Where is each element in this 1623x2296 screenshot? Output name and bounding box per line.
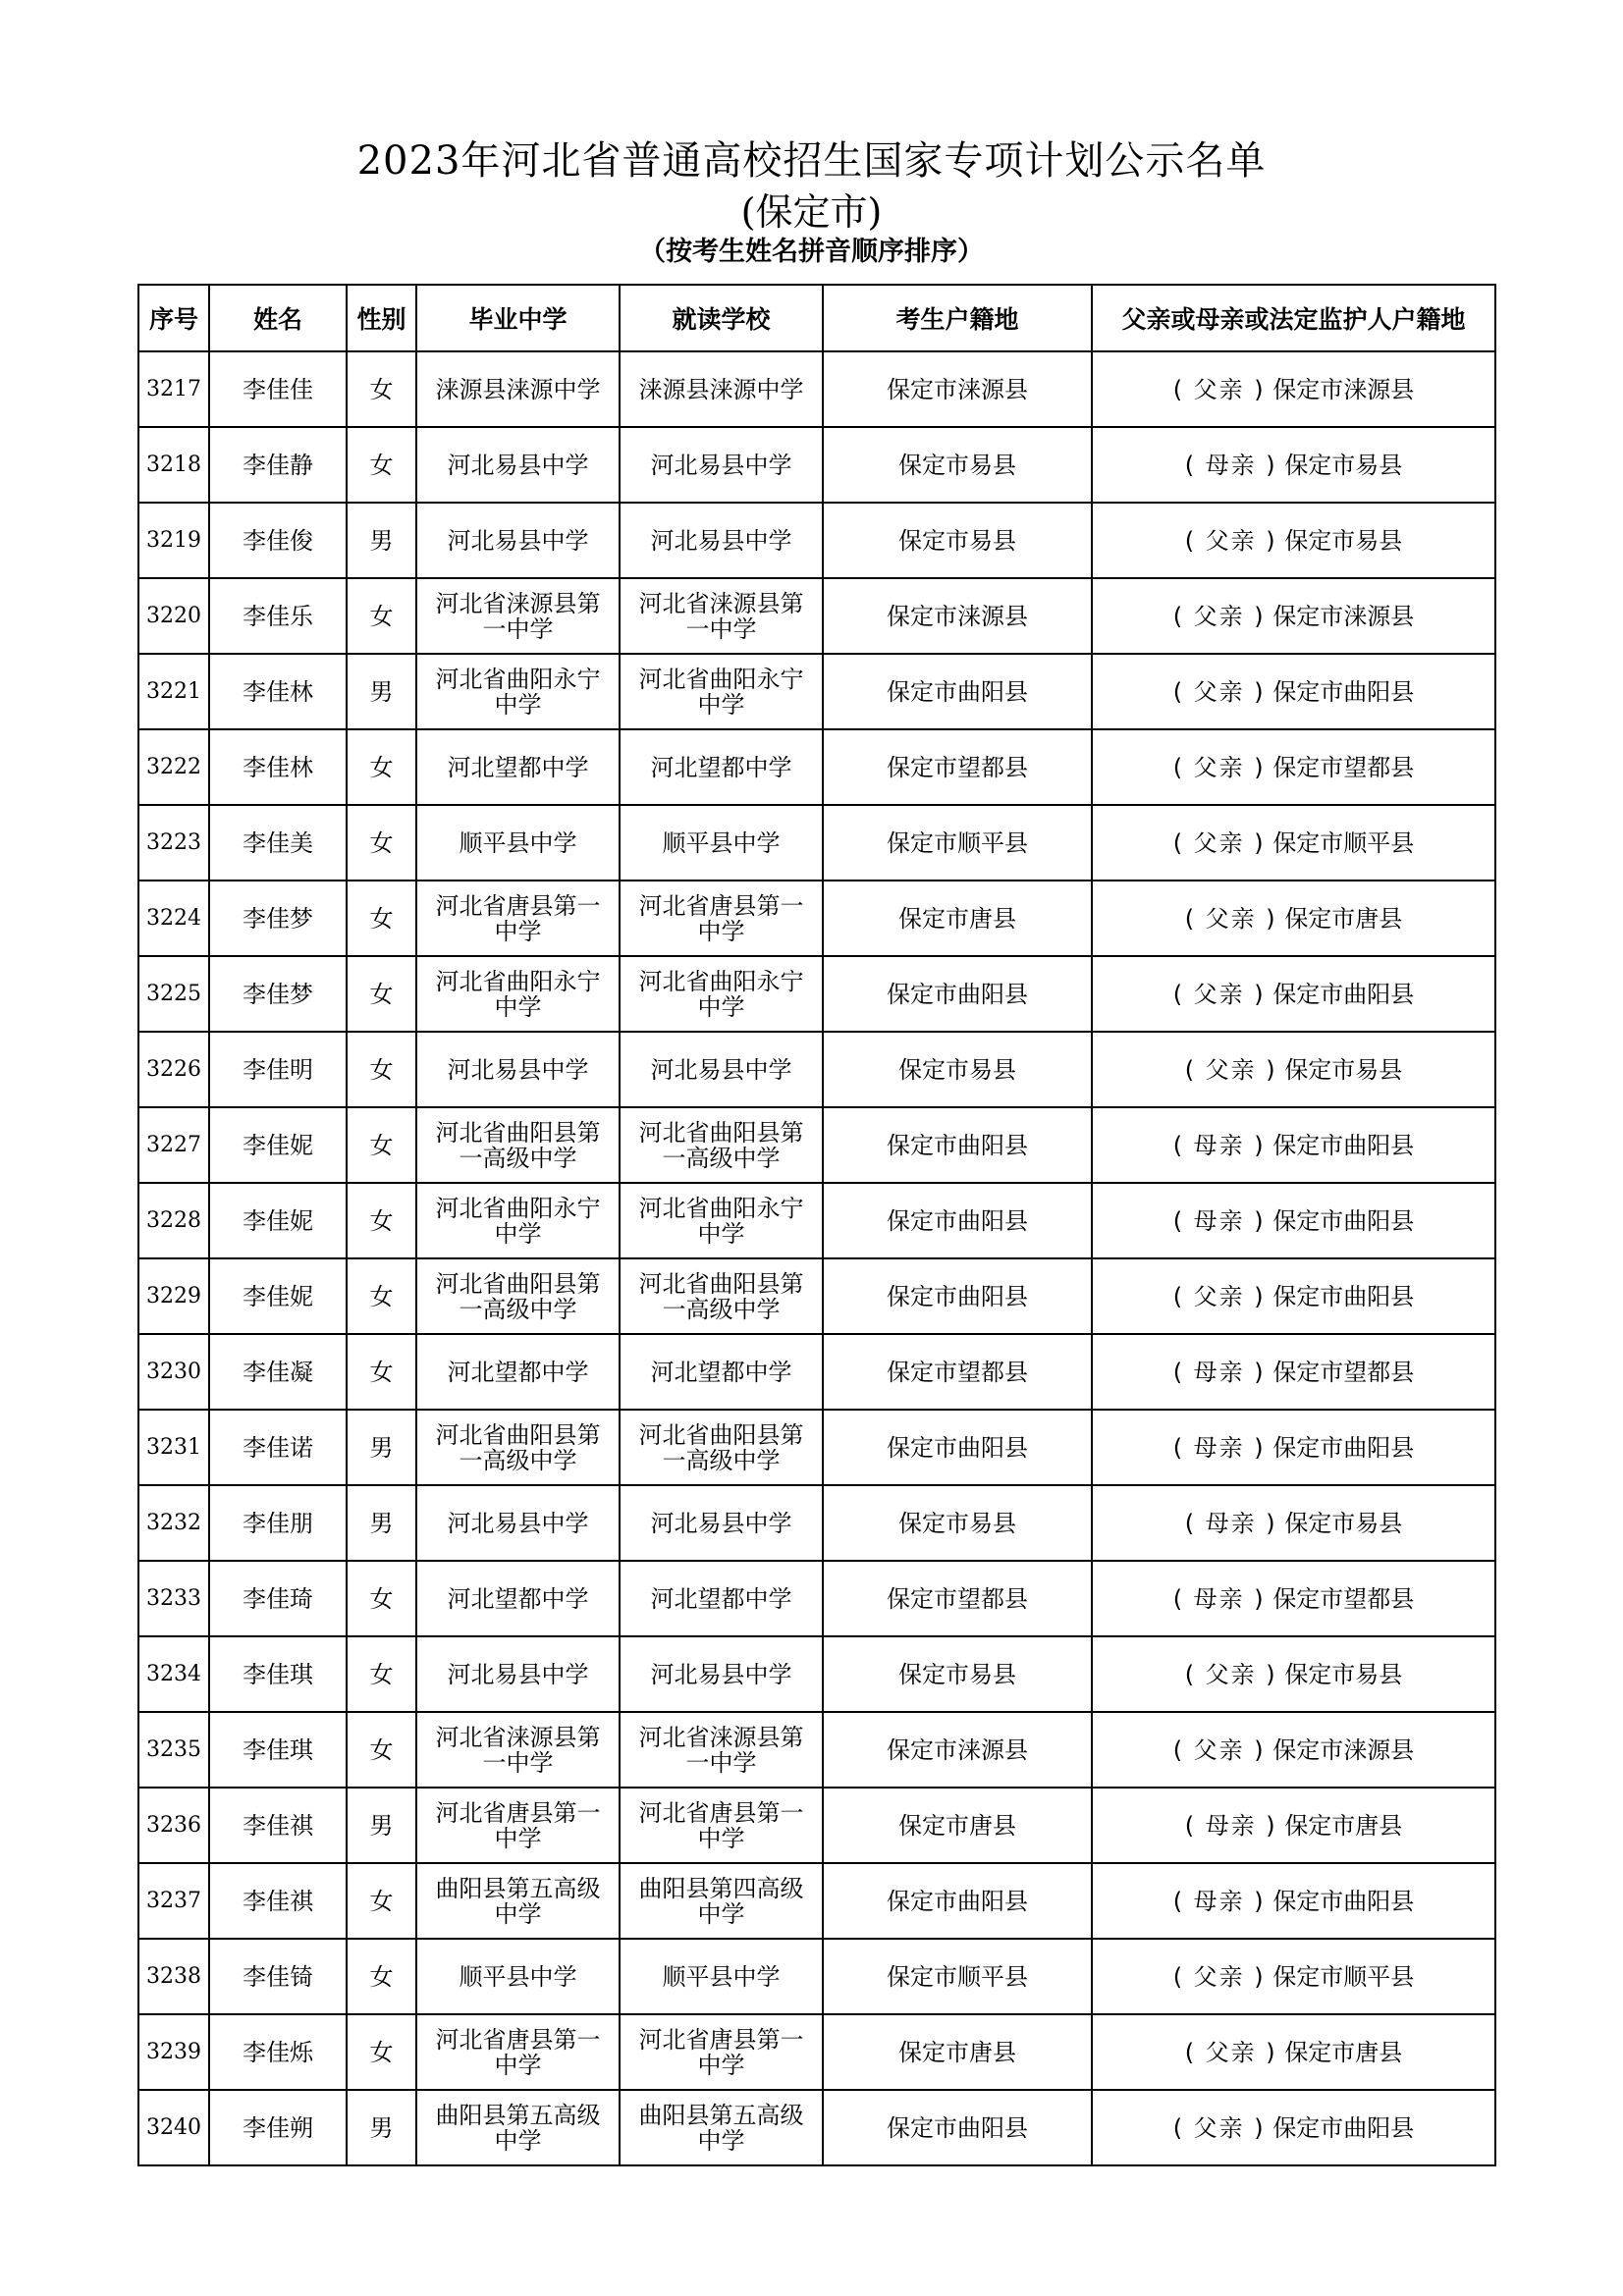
cell-guardian-hukou [1092,351,1495,427]
cell-name: 李佳琦 [209,1561,347,1636]
cell-seq: 3227 [138,1107,209,1183]
cell-seq: 3236 [138,1788,209,1863]
cell-guardian-hukou [1092,729,1495,805]
cell-name: 李佳林 [209,729,347,805]
cell-grad-school: 河北省曲阳永宁中学 [416,1183,620,1258]
header-name: 姓名 [209,285,347,351]
cell-current-school: 曲阳县第四高级中学 [620,1863,823,1939]
guardian-relation: ( 父亲 ) [1184,1055,1277,1084]
cell-seq: 3234 [138,1636,209,1712]
guardian-place: 保定市顺平县 [1272,1962,1415,1991]
guardian-place: 保定市涞源县 [1272,602,1415,630]
cell-guardian-hukou [1092,1485,1495,1561]
cell-name: 李佳俊 [209,503,347,578]
cell-grad-school: 河北望都中学 [416,1561,620,1636]
guardian-place: 保定市唐县 [1284,904,1403,933]
table-row [138,2090,1495,2165]
table-row [138,427,1495,503]
guardian-relation: ( 父亲 ) [1184,904,1277,933]
guardian-relation: ( 母亲 ) [1172,1887,1266,1915]
guardian-relation: ( 父亲 ) [1172,2113,1266,2142]
cell-gender: 男 [347,654,416,729]
cell-current-school: 顺平县中学 [620,1939,823,2014]
guardian-relation: ( 父亲 ) [1172,1282,1266,1310]
cell-gender: 男 [347,1788,416,1863]
cell-hukou: 保定市曲阳县 [823,2090,1092,2165]
header-current-school: 就读学校 [620,285,823,351]
guardian-relation: ( 父亲 ) [1172,602,1266,630]
cell-gender: 女 [347,1032,416,1107]
cell-grad-school: 顺平县中学 [416,805,620,881]
guardian-place: 保定市易县 [1284,1509,1403,1537]
cell-hukou: 保定市唐县 [823,1788,1092,1863]
guardian-place: 保定市唐县 [1284,2038,1403,2066]
cell-name: 李佳烁 [209,2014,347,2090]
cell-name: 李佳朔 [209,2090,347,2165]
table-row [138,729,1495,805]
cell-guardian-hukou [1092,1561,1495,1636]
cell-guardian-hukou [1092,805,1495,881]
cell-seq: 3217 [138,351,209,427]
cell-guardian-hukou [1092,654,1495,729]
table-row [138,1410,1495,1485]
cell-seq: 3232 [138,1485,209,1561]
cell-grad-school: 河北易县中学 [416,1485,620,1561]
cell-seq: 3233 [138,1561,209,1636]
table-header-row [138,285,1495,351]
header-gender: 性别 [347,285,416,351]
cell-gender: 男 [347,503,416,578]
table-row [138,1712,1495,1788]
cell-current-school: 河北望都中学 [620,1561,823,1636]
guardian-relation: ( 父亲 ) [1172,828,1266,857]
guardian-relation: ( 母亲 ) [1184,1811,1277,1840]
cell-gender: 女 [347,2014,416,2090]
cell-guardian-hukou [1092,1032,1495,1107]
cell-gender: 男 [347,2090,416,2165]
table-row [138,1863,1495,1939]
document-subtitle: (保定市) [740,190,883,234]
cell-gender: 女 [347,1258,416,1334]
cell-guardian-hukou [1092,881,1495,956]
guardian-place: 保定市曲阳县 [1272,677,1415,706]
guardian-place: 保定市曲阳县 [1272,2113,1415,2142]
cell-guardian-hukou [1092,503,1495,578]
cell-guardian-hukou [1092,1107,1495,1183]
table-row [138,503,1495,578]
cell-grad-school: 曲阳县第五高级中学 [416,2090,620,2165]
cell-current-school: 河北易县中学 [620,427,823,503]
table-row [138,1334,1495,1410]
guardian-place: 保定市涞源县 [1272,375,1415,403]
cell-current-school: 河北省曲阳永宁中学 [620,956,823,1032]
cell-current-school: 曲阳县第五高级中学 [620,2090,823,2165]
cell-seq: 3226 [138,1032,209,1107]
table-row [138,578,1495,654]
cell-grad-school: 河北省曲阳永宁中学 [416,654,620,729]
cell-gender: 女 [347,805,416,881]
cell-guardian-hukou [1092,2090,1495,2165]
guardian-relation: ( 母亲 ) [1184,451,1277,479]
guardian-place: 保定市曲阳县 [1272,1887,1415,1915]
cell-name: 李佳佳 [209,351,347,427]
table-row [138,1788,1495,1863]
cell-current-school: 河北省曲阳永宁中学 [620,654,823,729]
cell-name: 李佳凝 [209,1334,347,1410]
header-guardian-hukou: 父亲或母亲或法定监护人户籍地 [1092,285,1495,351]
cell-seq: 3221 [138,654,209,729]
cell-hukou: 保定市曲阳县 [823,956,1092,1032]
cell-guardian-hukou [1092,1334,1495,1410]
guardian-relation: ( 母亲 ) [1172,1206,1266,1235]
cell-grad-school: 河北易县中学 [416,503,620,578]
cell-guardian-hukou [1092,1410,1495,1485]
cell-gender: 女 [347,1183,416,1258]
cell-gender: 女 [347,1939,416,2014]
cell-current-school: 河北省唐县第一中学 [620,2014,823,2090]
guardian-relation: ( 父亲 ) [1184,1660,1277,1688]
table-row [138,956,1495,1032]
cell-guardian-hukou [1092,1183,1495,1258]
header-grad-school: 毕业中学 [416,285,620,351]
cell-hukou: 保定市曲阳县 [823,1863,1092,1939]
guardian-relation: ( 父亲 ) [1172,677,1266,706]
guardian-place: 保定市望都县 [1272,1358,1415,1386]
cell-name: 李佳妮 [209,1107,347,1183]
cell-gender: 男 [347,1410,416,1485]
guardian-place: 保定市曲阳县 [1272,980,1415,1008]
cell-seq: 3235 [138,1712,209,1788]
cell-current-school: 河北省曲阳县第一高级中学 [620,1107,823,1183]
cell-hukou: 保定市涞源县 [823,1712,1092,1788]
cell-gender: 男 [347,1485,416,1561]
cell-guardian-hukou [1092,1712,1495,1788]
cell-name: 李佳琪 [209,1712,347,1788]
table-row [138,2014,1495,2090]
guardian-relation: ( 母亲 ) [1184,1509,1277,1537]
cell-current-school: 河北省曲阳永宁中学 [620,1183,823,1258]
cell-gender: 女 [347,1712,416,1788]
cell-guardian-hukou [1092,427,1495,503]
cell-hukou: 保定市易县 [823,427,1092,503]
cell-name: 李佳乐 [209,578,347,654]
cell-hukou: 保定市望都县 [823,729,1092,805]
cell-hukou: 保定市望都县 [823,1334,1092,1410]
cell-grad-school: 河北省涞源县第一中学 [416,578,620,654]
cell-grad-school: 涞源县涞源中学 [416,351,620,427]
cell-hukou: 保定市唐县 [823,881,1092,956]
cell-current-school: 河北省涞源县第一中学 [620,578,823,654]
table-row [138,1258,1495,1334]
cell-hukou: 保定市曲阳县 [823,1183,1092,1258]
cell-current-school: 河北望都中学 [620,729,823,805]
cell-hukou: 保定市顺平县 [823,805,1092,881]
cell-current-school: 河北易县中学 [620,1032,823,1107]
cell-name: 李佳梦 [209,881,347,956]
cell-gender: 女 [347,1636,416,1712]
guardian-relation: ( 父亲 ) [1172,753,1266,781]
cell-grad-school: 河北省曲阳县第一高级中学 [416,1258,620,1334]
cell-guardian-hukou [1092,1939,1495,2014]
cell-current-school: 河北易县中学 [620,503,823,578]
cell-name: 李佳锜 [209,1939,347,2014]
cell-guardian-hukou [1092,1636,1495,1712]
cell-grad-school: 河北省涞源县第一中学 [416,1712,620,1788]
cell-name: 李佳妮 [209,1258,347,1334]
cell-name: 李佳诺 [209,1410,347,1485]
guardian-place: 保定市涞源县 [1272,1735,1415,1764]
cell-current-school: 涞源县涞源中学 [620,351,823,427]
cell-hukou: 保定市唐县 [823,2014,1092,2090]
table-row [138,351,1495,427]
cell-name: 李佳妮 [209,1183,347,1258]
guardian-relation: ( 父亲 ) [1172,1735,1266,1764]
cell-gender: 女 [347,578,416,654]
cell-hukou: 保定市涞源县 [823,578,1092,654]
guardian-place: 保定市易县 [1284,1660,1403,1688]
guardian-relation: ( 父亲 ) [1172,1962,1266,1991]
cell-name: 李佳美 [209,805,347,881]
cell-current-school: 河北省曲阳县第一高级中学 [620,1410,823,1485]
guardian-relation: ( 母亲 ) [1172,1131,1266,1159]
cell-current-school: 河北望都中学 [620,1334,823,1410]
cell-gender: 女 [347,1107,416,1183]
guardian-place: 保定市曲阳县 [1272,1433,1415,1462]
cell-gender: 女 [347,729,416,805]
cell-hukou: 保定市易县 [823,1032,1092,1107]
roster-table [137,284,1496,2166]
cell-hukou: 保定市曲阳县 [823,1410,1092,1485]
cell-name: 李佳明 [209,1032,347,1107]
cell-hukou: 保定市涞源县 [823,351,1092,427]
cell-name: 李佳静 [209,427,347,503]
cell-grad-school: 曲阳县第五高级中学 [416,1863,620,1939]
cell-grad-school: 河北省曲阳县第一高级中学 [416,1107,620,1183]
cell-seq: 3237 [138,1863,209,1939]
cell-hukou: 保定市望都县 [823,1561,1092,1636]
cell-seq: 3229 [138,1258,209,1334]
cell-seq: 3231 [138,1410,209,1485]
cell-name: 李佳林 [209,654,347,729]
table-row [138,881,1495,956]
cell-hukou: 保定市顺平县 [823,1939,1092,2014]
cell-seq: 3224 [138,881,209,956]
cell-current-school: 河北易县中学 [620,1636,823,1712]
cell-guardian-hukou [1092,1788,1495,1863]
guardian-place: 保定市顺平县 [1272,828,1415,857]
cell-grad-school: 河北省唐县第一中学 [416,2014,620,2090]
guardian-place: 保定市望都县 [1272,1584,1415,1613]
guardian-relation: ( 母亲 ) [1172,1433,1266,1462]
guardian-place: 保定市易县 [1284,451,1403,479]
cell-hukou: 保定市易县 [823,503,1092,578]
cell-name: 李佳朋 [209,1485,347,1561]
cell-current-school: 河北省涞源县第一中学 [620,1712,823,1788]
cell-gender: 女 [347,956,416,1032]
cell-gender: 女 [347,1334,416,1410]
cell-name: 李佳梦 [209,956,347,1032]
cell-seq: 3238 [138,1939,209,2014]
table-row [138,1107,1495,1183]
cell-grad-school: 顺平县中学 [416,1939,620,2014]
table-row [138,1183,1495,1258]
cell-seq: 3228 [138,1183,209,1258]
sort-note: （按考生姓名拼音顺序排序） [639,237,984,267]
cell-current-school: 河北易县中学 [620,1485,823,1561]
guardian-relation: ( 父亲 ) [1184,2038,1277,2066]
cell-hukou: 保定市曲阳县 [823,1107,1092,1183]
guardian-place: 保定市曲阳县 [1272,1206,1415,1235]
cell-guardian-hukou [1092,578,1495,654]
table-row [138,654,1495,729]
cell-seq: 3230 [138,1334,209,1410]
cell-gender: 女 [347,881,416,956]
cell-grad-school: 河北望都中学 [416,1334,620,1410]
cell-grad-school: 河北省曲阳永宁中学 [416,956,620,1032]
cell-hukou: 保定市易县 [823,1485,1092,1561]
cell-grad-school: 河北省曲阳县第一高级中学 [416,1410,620,1485]
document-title: 2023年河北省普通高校招生国家专项计划公示名单 [356,138,1267,184]
cell-guardian-hukou [1092,2014,1495,2090]
cell-hukou: 保定市曲阳县 [823,1258,1092,1334]
guardian-relation: ( 父亲 ) [1172,375,1266,403]
cell-grad-school: 河北省唐县第一中学 [416,881,620,956]
cell-grad-school: 河北易县中学 [416,1636,620,1712]
cell-seq: 3222 [138,729,209,805]
cell-seq: 3239 [138,2014,209,2090]
cell-grad-school: 河北易县中学 [416,1032,620,1107]
guardian-place: 保定市曲阳县 [1272,1282,1415,1310]
guardian-place: 保定市望都县 [1272,753,1415,781]
cell-name: 李佳祺 [209,1788,347,1863]
header-seq: 序号 [138,285,209,351]
guardian-place: 保定市唐县 [1284,1811,1403,1840]
cell-gender: 女 [347,1561,416,1636]
cell-hukou: 保定市易县 [823,1636,1092,1712]
cell-name: 李佳祺 [209,1863,347,1939]
guardian-place: 保定市易县 [1284,1055,1403,1084]
cell-seq: 3240 [138,2090,209,2165]
cell-seq: 3220 [138,578,209,654]
cell-guardian-hukou [1092,1258,1495,1334]
table-row [138,1032,1495,1107]
cell-name: 李佳琪 [209,1636,347,1712]
cell-current-school: 顺平县中学 [620,805,823,881]
table-row [138,1485,1495,1561]
cell-gender: 女 [347,351,416,427]
guardian-relation: ( 父亲 ) [1184,526,1277,555]
cell-seq: 3218 [138,427,209,503]
cell-grad-school: 河北省唐县第一中学 [416,1788,620,1863]
cell-grad-school: 河北易县中学 [416,427,620,503]
cell-gender: 女 [347,427,416,503]
header-hukou: 考生户籍地 [823,285,1092,351]
table-row [138,1636,1495,1712]
cell-grad-school: 河北望都中学 [416,729,620,805]
cell-current-school: 河北省唐县第一中学 [620,1788,823,1863]
cell-guardian-hukou [1092,956,1495,1032]
guardian-relation: ( 父亲 ) [1172,980,1266,1008]
guardian-relation: ( 母亲 ) [1172,1358,1266,1386]
cell-seq: 3225 [138,956,209,1032]
table-row [138,805,1495,881]
table-row [138,1939,1495,2014]
cell-guardian-hukou [1092,1863,1495,1939]
guardian-relation: ( 母亲 ) [1172,1584,1266,1613]
table-body [138,351,1495,2165]
cell-seq: 3223 [138,805,209,881]
cell-gender: 女 [347,1863,416,1939]
cell-seq: 3219 [138,503,209,578]
table-row [138,1561,1495,1636]
cell-current-school: 河北省曲阳县第一高级中学 [620,1258,823,1334]
guardian-place: 保定市易县 [1284,526,1403,555]
cell-current-school: 河北省唐县第一中学 [620,881,823,956]
cell-hukou: 保定市曲阳县 [823,654,1092,729]
guardian-place: 保定市曲阳县 [1272,1131,1415,1159]
